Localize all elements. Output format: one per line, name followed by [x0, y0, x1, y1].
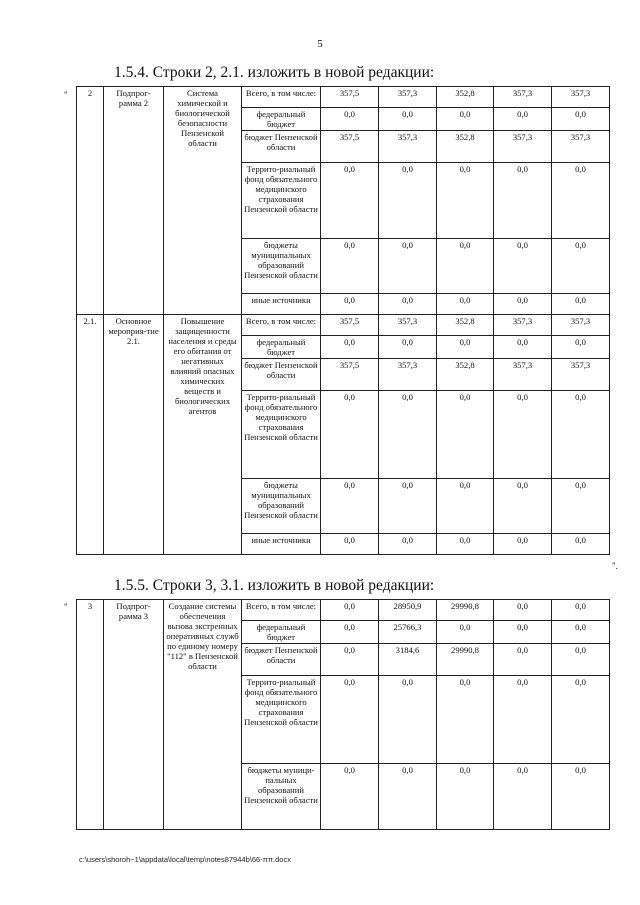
amount-cell: 0,0 — [321, 294, 379, 315]
amount-cell: 0,0 — [494, 534, 552, 555]
amount-cell: 29990,8 — [437, 600, 494, 621]
amount-cell: 0,0 — [379, 534, 437, 555]
amount-cell: 0,0 — [437, 676, 494, 764]
amount-cell: 357,3 — [494, 315, 552, 336]
amount-cell: 0,0 — [437, 108, 494, 131]
row-name-cell: Создание системы обеспечения вызова экстренных оперативных служб по единому номеру "112" в Пензенской области — [164, 600, 242, 830]
amount-cell: 357,3 — [552, 315, 610, 336]
amount-cell: 0,0 — [379, 764, 437, 830]
amount-cell: 0,0 — [321, 534, 379, 555]
amount-cell: 28950,9 — [379, 600, 437, 621]
table-row — [77, 315, 610, 336]
amount-cell: 0,0 — [379, 479, 437, 534]
amount-cell: 352,8 — [437, 315, 494, 336]
row-type-cell: Основное мероприя-тие 2.1. — [104, 315, 164, 555]
amount-cell: 357,5 — [321, 315, 379, 336]
funding-source-cell: федеральный бюджет — [242, 336, 321, 359]
amount-cell: 0,0 — [552, 764, 610, 830]
amount-cell: 0,0 — [494, 108, 552, 131]
section-heading-1-5-4: 1.5.4. Строки 2, 2.1. изложить в новой редакции: — [114, 64, 435, 81]
funding-source-cell: федеральный бюджет — [242, 621, 321, 644]
amount-cell: 0,0 — [321, 676, 379, 764]
amount-cell: 0,0 — [321, 644, 379, 676]
amount-cell: 0,0 — [552, 621, 610, 644]
closing-quote-1: ". — [612, 561, 618, 571]
amount-cell: 357,5 — [321, 359, 379, 391]
funding-source-cell: Террито-риальный фонд обязательного медицинского страхования Пензенской области — [242, 163, 321, 239]
amount-cell: 25766,3 — [379, 621, 437, 644]
amount-cell: 0,0 — [379, 163, 437, 239]
funding-source-cell: Всего, в том числе: — [242, 600, 321, 621]
amount-cell: 357,3 — [552, 359, 610, 391]
amount-cell: 0,0 — [437, 479, 494, 534]
amount-cell: 0,0 — [494, 391, 552, 479]
amount-cell: 0,0 — [494, 239, 552, 294]
amount-cell: 0,0 — [437, 336, 494, 359]
amount-cell: 352,8 — [437, 131, 494, 163]
row-number-cell: 2 — [77, 87, 104, 315]
amount-cell: 0,0 — [494, 764, 552, 830]
funding-source-cell: Террито-риальный фонд обязательного медицинского страхования Пензенской области — [242, 391, 321, 479]
row-number-cell: 2.1. — [77, 315, 104, 555]
opening-quote-2: " — [64, 602, 68, 612]
amount-cell: 0,0 — [379, 294, 437, 315]
amount-cell: 0,0 — [321, 479, 379, 534]
amount-cell: 0,0 — [552, 239, 610, 294]
amount-cell: 357,3 — [552, 87, 610, 108]
amount-cell: 357,3 — [379, 315, 437, 336]
budget-table-1 — [76, 86, 610, 555]
amount-cell: 0,0 — [437, 239, 494, 294]
page-number: 5 — [317, 38, 323, 50]
table-2-body — [77, 600, 610, 830]
amount-cell: 0,0 — [552, 534, 610, 555]
amount-cell: 0,0 — [437, 391, 494, 479]
amount-cell: 0,0 — [437, 294, 494, 315]
amount-cell: 0,0 — [494, 163, 552, 239]
amount-cell: 0,0 — [321, 600, 379, 621]
amount-cell: 0,0 — [379, 391, 437, 479]
amount-cell: 0,0 — [494, 600, 552, 621]
amount-cell: 0,0 — [379, 336, 437, 359]
funding-source-cell: бюджеты муниципальных образований Пензенской области — [242, 479, 321, 534]
amount-cell: 0,0 — [437, 534, 494, 555]
amount-cell: 0,0 — [321, 336, 379, 359]
amount-cell: 0,0 — [552, 479, 610, 534]
amount-cell: 357,3 — [379, 131, 437, 163]
file-path-footer: c:\users\shoroh~1\appdata\local\temp\notes87944b\66-ππ.docx — [79, 855, 291, 864]
amount-cell: 0,0 — [494, 621, 552, 644]
row-type-cell: Подпрог-рамма 2 — [104, 87, 164, 315]
amount-cell: 0,0 — [494, 336, 552, 359]
amount-cell: 0,0 — [552, 676, 610, 764]
amount-cell: 352,8 — [437, 359, 494, 391]
funding-source-cell: иные источники — [242, 294, 321, 315]
amount-cell: 0,0 — [552, 644, 610, 676]
amount-cell: 357,3 — [494, 87, 552, 108]
funding-source-cell: Всего, в том числе: — [242, 315, 321, 336]
amount-cell: 0,0 — [379, 676, 437, 764]
amount-cell: 357,5 — [321, 87, 379, 108]
amount-cell: 0,0 — [494, 479, 552, 534]
amount-cell: 0,0 — [321, 163, 379, 239]
row-number-cell: 3 — [77, 600, 104, 830]
funding-source-cell: бюджеты муници-пальных образований Пензенской области — [242, 764, 321, 830]
funding-source-cell: Всего, в том числе: — [242, 87, 321, 108]
funding-source-cell: иные источники — [242, 534, 321, 555]
amount-cell: 357,3 — [379, 87, 437, 108]
amount-cell: 357,3 — [494, 359, 552, 391]
row-name-cell: Повышение защищенности населения и среды его обитания от негативных влияний опасных химических веществ и биологических агентов — [164, 315, 242, 555]
amount-cell: 0,0 — [321, 621, 379, 644]
funding-source-cell: бюджет Пензенской области — [242, 644, 321, 676]
table-1-body — [77, 87, 610, 555]
table-row — [77, 600, 610, 621]
amount-cell: 0,0 — [379, 108, 437, 131]
amount-cell: 0,0 — [321, 239, 379, 294]
opening-quote-1: " — [64, 90, 68, 100]
amount-cell: 0,0 — [552, 108, 610, 131]
amount-cell: 0,0 — [552, 163, 610, 239]
funding-source-cell: бюджет Пензенской области — [242, 131, 321, 163]
section-heading-1-5-5: 1.5.5. Строки 3, 3.1. изложить в новой редакции: — [114, 577, 435, 594]
amount-cell: 0,0 — [321, 764, 379, 830]
amount-cell: 3184,6 — [379, 644, 437, 676]
amount-cell: 0,0 — [379, 239, 437, 294]
amount-cell: 0,0 — [494, 294, 552, 315]
amount-cell: 0,0 — [437, 621, 494, 644]
amount-cell: 0,0 — [552, 600, 610, 621]
funding-source-cell: бюджеты муниципальных образований Пензенской области — [242, 239, 321, 294]
amount-cell: 357,5 — [321, 131, 379, 163]
amount-cell: 357,3 — [379, 359, 437, 391]
amount-cell: 0,0 — [494, 676, 552, 764]
funding-source-cell: Террито-риальный фонд обязательного медицинского страхования Пензенской области — [242, 676, 321, 764]
amount-cell: 352,8 — [437, 87, 494, 108]
amount-cell: 0,0 — [321, 108, 379, 131]
table-row — [77, 87, 610, 108]
amount-cell: 0,0 — [552, 294, 610, 315]
funding-source-cell: федеральный бюджет — [242, 108, 321, 131]
row-name-cell: Система химической и биологической безопасности Пензенской области — [164, 87, 242, 315]
row-type-cell: Подпрог-рамма 3 — [104, 600, 164, 830]
budget-table-2 — [76, 599, 610, 830]
amount-cell: 0,0 — [437, 163, 494, 239]
amount-cell: 0,0 — [552, 391, 610, 479]
amount-cell: 0,0 — [437, 764, 494, 830]
amount-cell: 357,3 — [552, 131, 610, 163]
amount-cell: 357,3 — [494, 131, 552, 163]
amount-cell: 29990,8 — [437, 644, 494, 676]
amount-cell: 0,0 — [494, 644, 552, 676]
amount-cell: 0,0 — [552, 336, 610, 359]
funding-source-cell: бюджет Пензенской области — [242, 359, 321, 391]
amount-cell: 0,0 — [321, 391, 379, 479]
